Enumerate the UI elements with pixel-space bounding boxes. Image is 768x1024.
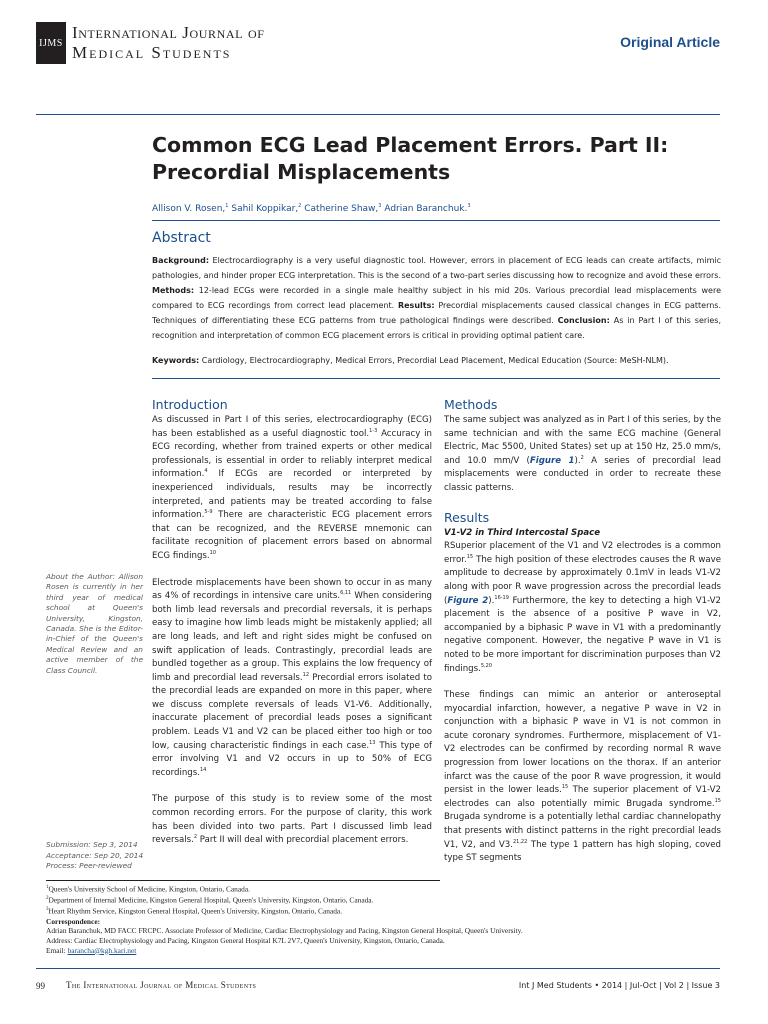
citation-ref: 6,11 [340, 590, 352, 597]
keywords-divider [152, 378, 720, 379]
citation-ref: 13 [369, 739, 376, 746]
abstract-methods-label: Methods: [152, 286, 195, 296]
footer-journal-name: The International Journal of Medical Students [66, 980, 257, 990]
journal-name-line2: Medical Students [72, 43, 232, 62]
results-paragraph-2: These findings can mimic an anterior or anteroseptal myocardial infarction, however, a negative P wave in V2 in conjunction with a biphasic P wave in V1 is not common in acute coronary syndromes. Furthermore, misplacement of V1-V2 electrodes can be confirmed by recording normal R wave progression from lower locations on the thorax. If an anterior infarct was the cause of the poor R wave progression, it would persist in the lower leads.$^{15}$ The superior placement of V1-V2 electrodes can also potentially mimic Brugada syndrome.$^{15}$ Brugada syndrome is a potentially lethal cardiac channelopathy that presents with distinct patterns in the right precordial leads V1, V2, and V3.$^{21,22}$ The type 1 pattern has high sloping, coved type ST segments [444, 690, 721, 864]
citation-ref: 1-3 [369, 427, 378, 434]
right-column [444, 396, 721, 879]
citation-ref: 15 [561, 784, 569, 791]
introduction-heading: Introduction [152, 397, 228, 412]
citation-ref: 21,22 [512, 838, 528, 845]
figure-2-link[interactable]: Figure 2 [447, 595, 489, 606]
author: Sahil Koppikar, [231, 204, 299, 214]
author: Adrian Baranchuk. [384, 204, 468, 214]
submission-info [46, 840, 143, 872]
citation-ref: 15 [466, 553, 474, 560]
abstract-methods: 12-lead ECGs were recorded in a single male healthy subject in his mid 20s. Various precordial lead misplacements were compared to ECG recordings from correct lead placement. [152, 286, 721, 311]
footer-citation: Int J Med Students • 2014 | Jul-Oct | Vol 2 | Issue 3 [518, 981, 720, 990]
keywords-text: Cardiology, Electrocardiography, Medical Errors, Precordial Lead Placement, Medical Education (Source: MeSH-NLM). [201, 356, 669, 365]
authors-divider [152, 220, 720, 221]
affiliation-1: $^1$Queen's University School of Medicine, Kingston, Ontario, Canada. [46, 884, 250, 894]
citation-ref: 10 [209, 550, 217, 557]
citation-ref: 12 [302, 671, 310, 678]
abstract-results: Precordial misplacements caused classical changes in ECG patterns. Techniques of differentiating these ECG patterns from true pathological findings were described. [152, 301, 721, 326]
results-subheading: V1-V2 in Third Intercostal Space [444, 527, 601, 538]
author-affiliation: 3 [467, 203, 471, 209]
results-paragraph-1: RSuperior placement of the V1 and V2 electrodes is a common error.$^{15}$ The high position of these electrodes causes the R wave amplitude to decrease by approximately 0.1mV in leads V1-V2 along with poor R wave progression across the precordial leads (Figure 2).$^{16-19}$ Furthermore, the key to detecting a high V1-V2 placement is the absence of a positive P wave in V2, accompanied by a biphasic P wave in V1 with a predominantly negative component. However, the negative P wave in V1 is noted to be more important for discrimination purposes than V2 findings.$^{5,20}$ [444, 541, 721, 674]
intro-paragraph-2: Electrode misplacements have been shown to occur in as many as 4% of recordings in intensive care units.$^{6,11}$ When considering both limb lead reversals and precordial reversals, it is perhaps easy to imagine how limb leads might be mistakenly applied; all are long leads, and left and right sides might be confused on swift application of leads. Contrastingly, precordial leads are bundled together as a group. This explains the low frequency of limb and precordial lead reversals.$^{12}$ Precordial errors isolated to the precordial leads are expanded on more in this paper, where we discuss complete reversals of leads V1-V6. Additionally, inaccurate placement of precordial leads poses a significant problem. Leads V1 and V2 can be placed either too high or too low, causing characteristic findings in each case.$^{13}$ This type of error involving V1 and V2 occurs in up to 50% of ECG recordings.$^{14}$ [152, 577, 433, 778]
abstract-background: Electrocardiography is a very useful diagnostic tool. However, errors in placement of ECG leads can create artifacts, mimic pathologies, and hinder proper ECG interpretation. This is the second of a two-part series discussing how to recognize and avoid these errors. [152, 256, 722, 281]
correspondence-name: Adrian Baranchuk, MD FACC FRCPC. Associate Professor of Medicine, Cardiac Electrophysiology and Pacing, Kingston General Hospital, Queen's University. [46, 926, 523, 936]
citation-ref: 2 [580, 454, 584, 461]
author: Allison V. Rosen, [152, 204, 226, 214]
citation-ref: 14 [199, 766, 207, 773]
journal-name-line1: International Journal of [72, 23, 265, 42]
citation-ref: 5,20 [480, 662, 492, 669]
abstract-results-label: Results: [397, 301, 435, 311]
citation-ref: 2 [193, 834, 198, 841]
page-number: 99 [36, 981, 45, 991]
left-column [152, 396, 432, 861]
results-heading: Results [444, 509, 490, 525]
journal-name [72, 24, 265, 61]
author: Catherine Shaw, [304, 204, 379, 214]
acceptance-date: Acceptance: Sep 20, 2014 [46, 850, 144, 860]
correspondence-label: Correspondence: [46, 916, 101, 926]
keywords-label: Keywords: [152, 356, 200, 365]
abstract-body [152, 253, 721, 344]
abstract-conclusion: As in Part I of this series, recognition and interpretation of common ECG placement errors is critical in providing optimal patient care. [152, 316, 722, 341]
intro-paragraph-1: As discussed in Part I of this series, electrocardiography (ECG) has been established as a useful diagnostic tool.$^{1-3}$ Accuracy in ECG recording, whether from trained experts or other medical professionals, is essential in order to reliably interpret medical information.$^4$ If ECGs are recorded or interpreted by inexperienced individuals, results may be incorrectly interpreted, and patients may be treated according to false information.$^{5-9}$ There are characteristic ECG placement errors that can be recognized, and the REVERSE mnemonic can facilitate recognition of placement errors based on abnormal ECG findings.$^{10}$ [152, 415, 432, 561]
article-title: Common ECG Lead Placement Errors. Part II: Precordial Misplacements [152, 133, 669, 184]
author-list [152, 203, 471, 214]
author-affiliation: 1 [225, 203, 229, 209]
about-the-author: About the Author: Allison Rosen is currently in her third year of medical school at Queen's University, Kingston, Canada. She is the Editor-in-Chief of the Queen's Medical Review and an active member of the Class Council. [46, 572, 143, 675]
affiliation-2: $^2$Department of Internal Medicine, Kingston General Hospital, Queen's University, Kingston, Ontario, Canada. [46, 895, 374, 905]
article-type: Original Article [620, 34, 720, 50]
author-affiliation: 3 [378, 203, 382, 209]
journal-logo: IJMS [36, 22, 66, 64]
abstract-heading: Abstract [152, 230, 211, 246]
email-link[interactable]: barancha@kgh.kari.net [67, 945, 137, 955]
header-divider [36, 114, 720, 115]
citation-ref: 15 [714, 797, 721, 804]
footer-divider [36, 968, 720, 969]
figure-1-link[interactable]: Figure 1 [529, 455, 575, 466]
citation-ref: 16-19 [494, 594, 509, 601]
citation-ref: 4 [204, 468, 208, 475]
correspondence-email: Email: barancha@kgh.kari.net [46, 945, 137, 955]
affiliation-3: $^3$Heart Rhythm Service, Kingston General Hospital, Queen's University, Kingston, Ontario, Canada. [46, 906, 343, 916]
footnotes [46, 883, 726, 955]
correspondence-address: Address: Cardiac Electrophysiology and Pacing, Kingston General Hospital K7L 2V7, Queen's University, Kingston, Ontario, Canada. [46, 935, 445, 945]
keywords [152, 354, 721, 368]
abstract-background-label: Background: [152, 256, 210, 265]
review-process: Process: Peer-reviewed [46, 861, 132, 871]
intro-paragraph-3: The purpose of this study is to review some of the most common recording errors. For the purpose of clarity, this work has been divided into two parts. Part I discussed limb lead reversals.$^2$ Part II will deal with precordial placement errors. [152, 794, 432, 846]
methods-paragraph: The same subject was analyzed as in Part I of this series, by the same technician and with the same ECG machine (General Electric, Mac 5500, United States) set up at 150 Hz, 25.0 mm/s, and 10.0 mm/V (Figure 1).$^2$ A series of precordial lead misplacements were conducted in order to recreate these classic patterns. [444, 415, 721, 493]
citation-ref: 5-9 [204, 509, 213, 516]
submission-date: Submission: Sep 3, 2014 [46, 840, 138, 849]
footnote-divider [46, 880, 440, 881]
methods-heading: Methods [444, 397, 498, 412]
author-affiliation: 2 [298, 203, 302, 209]
abstract-conclusion-label: Conclusion: [557, 316, 610, 326]
